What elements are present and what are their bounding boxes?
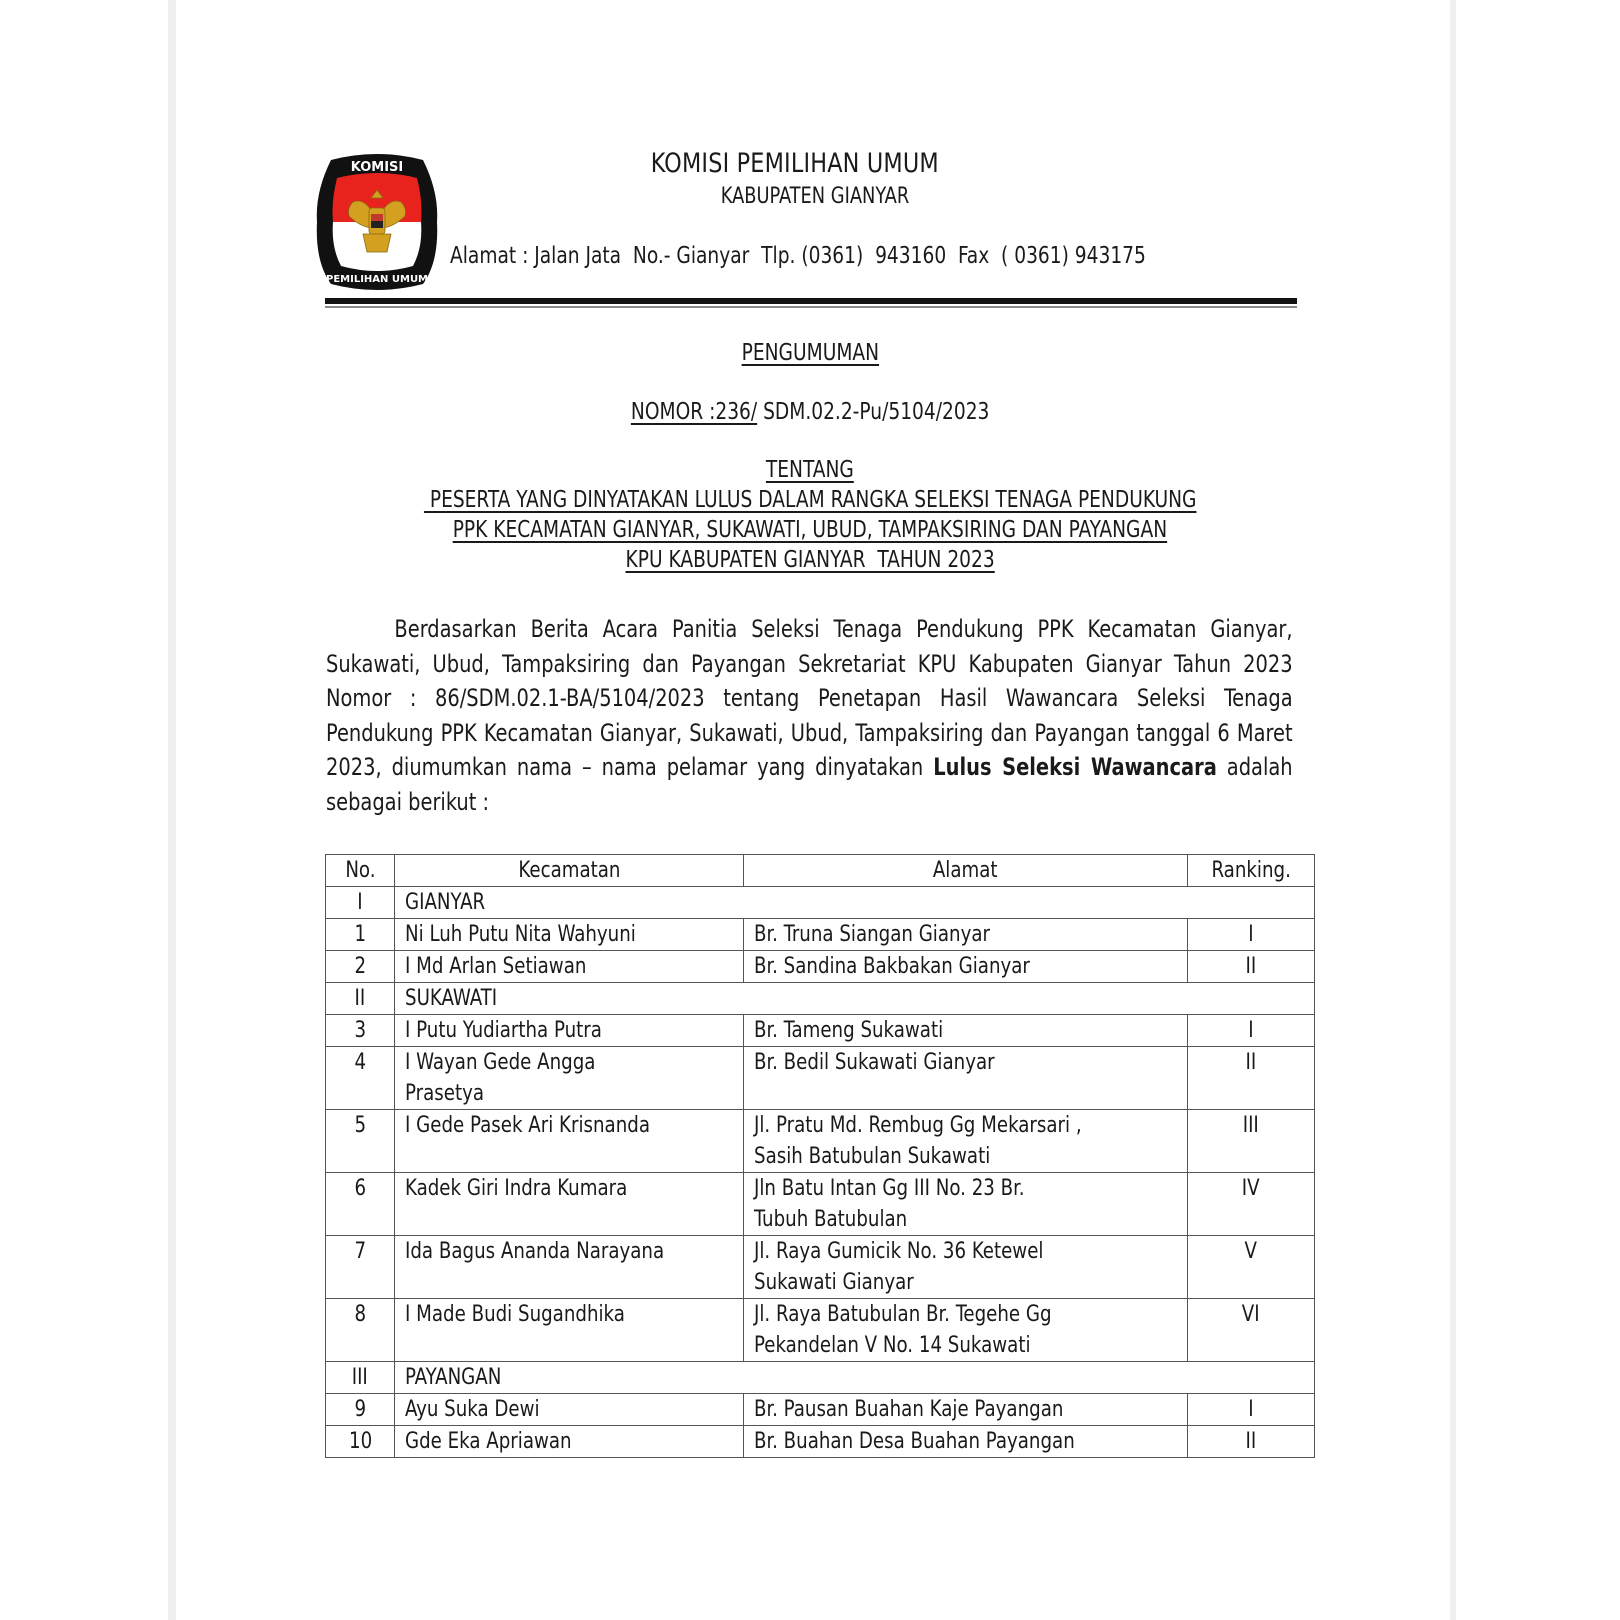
paragraph-tail: adalah sebagai berikut : bbox=[326, 753, 1293, 816]
letterhead-rule-thin bbox=[325, 306, 1297, 308]
header-alamat: Alamat bbox=[743, 855, 1187, 887]
row-name: I Putu Yudiartha Putra bbox=[395, 1015, 743, 1047]
table-body bbox=[326, 887, 1315, 1458]
row-number: 5 bbox=[326, 1110, 395, 1173]
table-row bbox=[326, 951, 1315, 983]
paragraph-text: Berdasarkan Berita Acara Panitia Seleksi Tenaga Pendukung PPK Kecamatan Gianyar, Sukawati, Ubud, Tampaksiring dan Payangan Sekretariat KPU Kabupaten Gianyar Tahun 2023 Nomor : 86/SDM.02.1-BA/5104/2023 tentang Penetapan Hasil Wawancara Seleksi Tenaga Pendukung PPK Kecamatan Gianyar, Sukawati, Ubud, Tampaksiring dan Payangan tanggal 6 Maret 2023, diumumkan nama – nama pelamar yang dinyatakan bbox=[326, 615, 1293, 781]
section-number: II bbox=[326, 983, 395, 1015]
table-header-row bbox=[326, 855, 1315, 887]
section-name: PAYANGAN bbox=[395, 1362, 1315, 1394]
subject-line-2: PPK KECAMATAN GIANYAR, SUKAWATI, UBUD, TAMPAKSIRING DAN PAYANGAN bbox=[452, 517, 1168, 543]
section-row bbox=[326, 887, 1315, 919]
section-name: SUKAWATI bbox=[395, 983, 1315, 1015]
about-label: TENTANG bbox=[766, 457, 854, 483]
row-name: Ayu Suka Dewi bbox=[395, 1394, 743, 1426]
section-row bbox=[326, 1362, 1315, 1394]
about-label-wrap bbox=[300, 457, 1320, 483]
subject-line-1-wrap bbox=[300, 487, 1320, 513]
org-address: Alamat : Jalan Jata No.- Gianyar Tlp. (0361) 943160 Fax ( 0361) 943175 bbox=[450, 243, 1146, 269]
row-ranking: II bbox=[1188, 951, 1315, 983]
row-address: Jl. Raya Gumicik No. 36 Ketewel Sukawati Gianyar bbox=[743, 1236, 1187, 1299]
subject-line-3: KPU KABUPATEN GIANYAR TAHUN 2023 bbox=[625, 547, 995, 573]
row-address: Br. Pausan Buahan Kaje Payangan bbox=[743, 1394, 1187, 1426]
row-ranking: I bbox=[1188, 919, 1315, 951]
row-number: 8 bbox=[326, 1299, 395, 1362]
row-address: Jln Batu Intan Gg III No. 23 Br. Tubuh Batubulan bbox=[743, 1173, 1187, 1236]
row-name: Ida Bagus Ananda Narayana bbox=[395, 1236, 743, 1299]
header-ranking: Ranking. bbox=[1188, 855, 1315, 887]
table-row bbox=[326, 1047, 1315, 1110]
table-row bbox=[326, 1173, 1315, 1236]
row-number: 9 bbox=[326, 1394, 395, 1426]
row-name: Kadek Giri Indra Kumara bbox=[395, 1173, 743, 1236]
row-number: 1 bbox=[326, 919, 395, 951]
org-name: KOMISI PEMILIHAN UMUM bbox=[650, 148, 939, 179]
paragraph-bold: Lulus Seleksi Wawancara bbox=[933, 753, 1217, 781]
org-subtitle: KABUPATEN GIANYAR bbox=[720, 184, 910, 209]
row-number: 4 bbox=[326, 1047, 395, 1110]
table-row bbox=[326, 1394, 1315, 1426]
row-ranking: I bbox=[1188, 1394, 1315, 1426]
row-number: 2 bbox=[326, 951, 395, 983]
row-address: Jl. Pratu Md. Rembug Gg Mekarsari , Sasih Batubulan Sukawati bbox=[743, 1110, 1187, 1173]
section-row bbox=[326, 983, 1315, 1015]
table-row bbox=[326, 1015, 1315, 1047]
results-table bbox=[325, 854, 1315, 1458]
announcement-title: PENGUMUMAN bbox=[741, 340, 879, 366]
row-ranking: II bbox=[1188, 1426, 1315, 1458]
row-address: Br. Truna Siangan Gianyar bbox=[743, 919, 1187, 951]
page-edge-right bbox=[1450, 0, 1456, 1620]
announcement-number bbox=[300, 399, 1320, 425]
announcement-title-wrap bbox=[300, 340, 1320, 366]
row-number: 10 bbox=[326, 1426, 395, 1458]
row-number: 7 bbox=[326, 1236, 395, 1299]
table-row bbox=[326, 1426, 1315, 1458]
letterhead-rule-thick bbox=[325, 298, 1297, 304]
row-ranking: VI bbox=[1188, 1299, 1315, 1362]
logo-bottom-text: PEMILIHAN UMUM bbox=[325, 274, 429, 285]
row-name: I Md Arlan Setiawan bbox=[395, 951, 743, 983]
section-number: III bbox=[326, 1362, 395, 1394]
row-ranking: I bbox=[1188, 1015, 1315, 1047]
table-row bbox=[326, 919, 1315, 951]
header-no: No. bbox=[326, 855, 395, 887]
page-edge-left bbox=[168, 0, 176, 1620]
row-address: Br. Buahan Desa Buahan Payangan bbox=[743, 1426, 1187, 1458]
section-name: GIANYAR bbox=[395, 887, 1315, 919]
row-number: 3 bbox=[326, 1015, 395, 1047]
row-address: Br. Bedil Sukawati Gianyar bbox=[743, 1047, 1187, 1110]
row-ranking: II bbox=[1188, 1047, 1315, 1110]
number-suffix: SDM.02.2-Pu/5104/2023 bbox=[757, 399, 990, 425]
row-name: I Gede Pasek Ari Krisnanda bbox=[395, 1110, 743, 1173]
header-kecamatan: Kecamatan bbox=[395, 855, 743, 887]
row-ranking: V bbox=[1188, 1236, 1315, 1299]
row-ranking: III bbox=[1188, 1110, 1315, 1173]
row-ranking: IV bbox=[1188, 1173, 1315, 1236]
kpu-logo bbox=[313, 152, 441, 292]
subject-line-1: PESERTA YANG DINYATAKAN LULUS DALAM RANGKA SELEKSI TENAGA PENDUKUNG bbox=[423, 487, 1197, 513]
row-name: I Made Budi Sugandhika bbox=[395, 1299, 743, 1362]
row-name: Ni Luh Putu Nita Wahyuni bbox=[395, 919, 743, 951]
row-address: Br. Tameng Sukawati bbox=[743, 1015, 1187, 1047]
subject-line-3-wrap bbox=[300, 547, 1320, 573]
row-address: Jl. Raya Batubulan Br. Tegehe Gg Pekandelan V No. 14 Sukawati bbox=[743, 1299, 1187, 1362]
logo-top-text: KOMISI bbox=[350, 160, 404, 175]
section-number: I bbox=[326, 887, 395, 919]
body-paragraph bbox=[326, 612, 1293, 819]
table-row bbox=[326, 1299, 1315, 1362]
row-number: 6 bbox=[326, 1173, 395, 1236]
row-name: Gde Eka Apriawan bbox=[395, 1426, 743, 1458]
row-address: Br. Sandina Bakbakan Gianyar bbox=[743, 951, 1187, 983]
row-name: I Wayan Gede Angga Prasetya bbox=[395, 1047, 743, 1110]
number-prefix: NOMOR :236/ bbox=[630, 399, 758, 425]
table-row bbox=[326, 1236, 1315, 1299]
subject-line-2-wrap bbox=[300, 517, 1320, 543]
table-row bbox=[326, 1110, 1315, 1173]
